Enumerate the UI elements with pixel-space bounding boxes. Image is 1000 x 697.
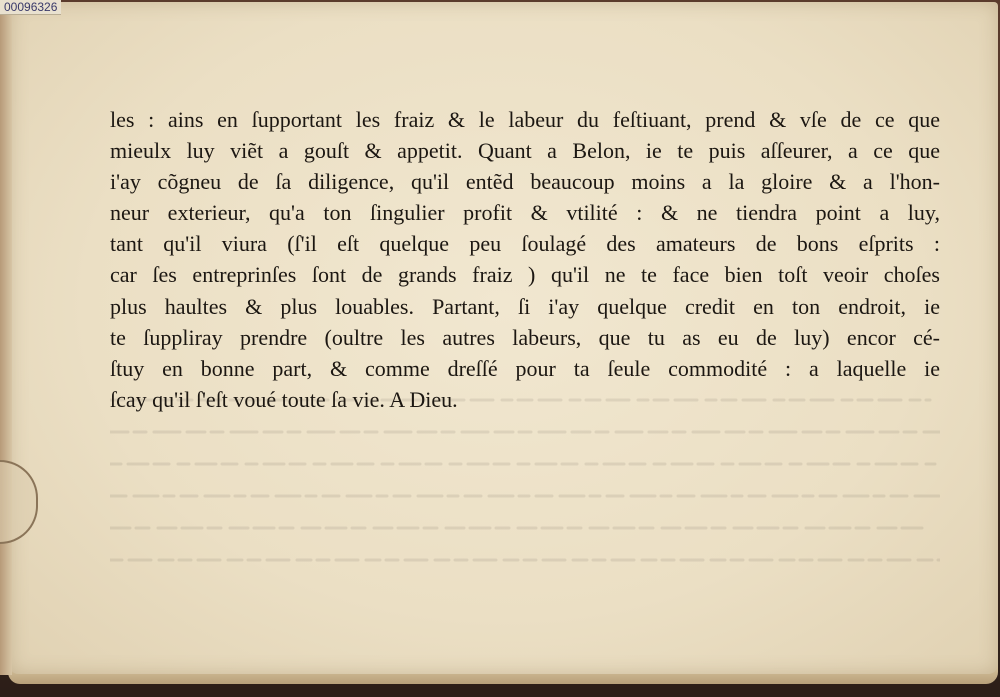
text-line-6: car ſes entreprinſes ſont de grands fraiz ) qu'il ne te face bien toſt veoir choſes <box>110 262 940 288</box>
text-line-2: mieulx luy viẽt a gouſt & appetit. Quant a Belon, ie te puis aſſeurer, a ce que <box>110 138 940 164</box>
page-gutter <box>0 15 12 675</box>
text-line-10: ſcay qu'il ſ'eſt voué toute ſa vie. A Dieu. <box>110 386 458 412</box>
text-line-1: les : ains en ſupportant les fraiz & le labeur du feſtiuant, prend & vſe de ce que <box>110 107 940 132</box>
text-line-7: plus haultes & plus louables. Partant, ſi i'ay quelque credit en ton endroit, ie <box>110 293 940 319</box>
scan-reference-number: 00096326 <box>0 0 61 15</box>
text-line-4: neur exterieur, qu'a ton ſingulier profit & vtilité : & ne tiendra point a luy, <box>110 200 940 226</box>
text-line-5: tant qu'il viura (ſ'il eſt quelque peu ſoulagé des amateurs de bons eſprits : <box>110 231 940 257</box>
text-line-3: i'ay cõgneu de ſa diligence, qu'il entẽd beaucoup moins a la gloire & a l'hon- <box>110 169 940 195</box>
page-text <box>110 104 940 415</box>
text-line-9: ſtuy en bonne part, & comme dreſſé pour ta ſeule commodité : a laquelle ie <box>110 355 940 381</box>
text-line-8: te ſuppliray prendre (oultre les autres labeurs, que tu as eu de luy) encor cé- <box>110 324 940 350</box>
